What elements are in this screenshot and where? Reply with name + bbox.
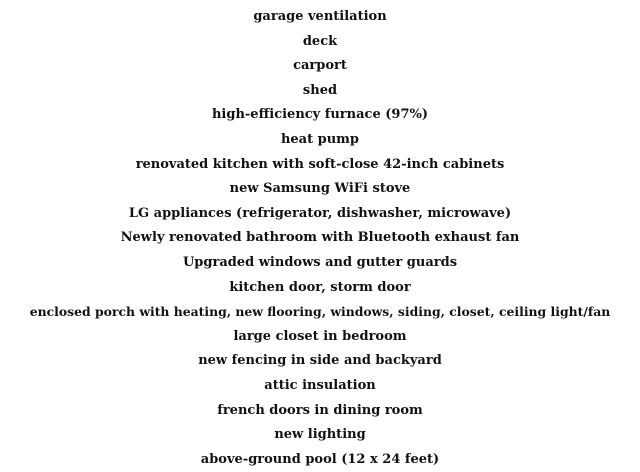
feature-item: above-ground pool (12 x 24 feet) — [200, 451, 440, 467]
feature-item: Upgraded windows and gutter guards — [182, 254, 458, 270]
feature-item: large closet in bedroom — [233, 328, 407, 344]
feature-item: new Samsung WiFi stove — [229, 181, 411, 197]
feature-item: garage ventilation — [253, 9, 387, 24]
feature-item: carport — [293, 58, 347, 74]
feature-item: renovated kitchen with soft-close 42-inch cabinets — [135, 156, 505, 172]
feature-item: enclosed porch with heating, new flooring, windows, siding, closet, ceiling light/fan — [29, 304, 611, 320]
feature-item: attic insulation — [264, 377, 376, 393]
feature-item: new fencing in side and backyard — [198, 353, 442, 369]
feature-item: high-efficiency furnace (97%) — [211, 107, 428, 123]
feature-item: heat pump — [280, 131, 360, 147]
feature-item: french doors in dining room — [217, 402, 423, 418]
feature-item: deck — [302, 33, 338, 49]
feature-item: shed — [302, 82, 338, 98]
feature-item: LG appliances (refrigerator, dishwasher, microwave) — [128, 205, 512, 221]
feature-item: kitchen door, storm door — [229, 279, 411, 295]
feature-list — [0, 5, 640, 472]
feature-item: Newly renovated bathroom with Bluetooth exhaust fan — [120, 230, 520, 246]
feature-item: new lighting — [274, 427, 366, 443]
